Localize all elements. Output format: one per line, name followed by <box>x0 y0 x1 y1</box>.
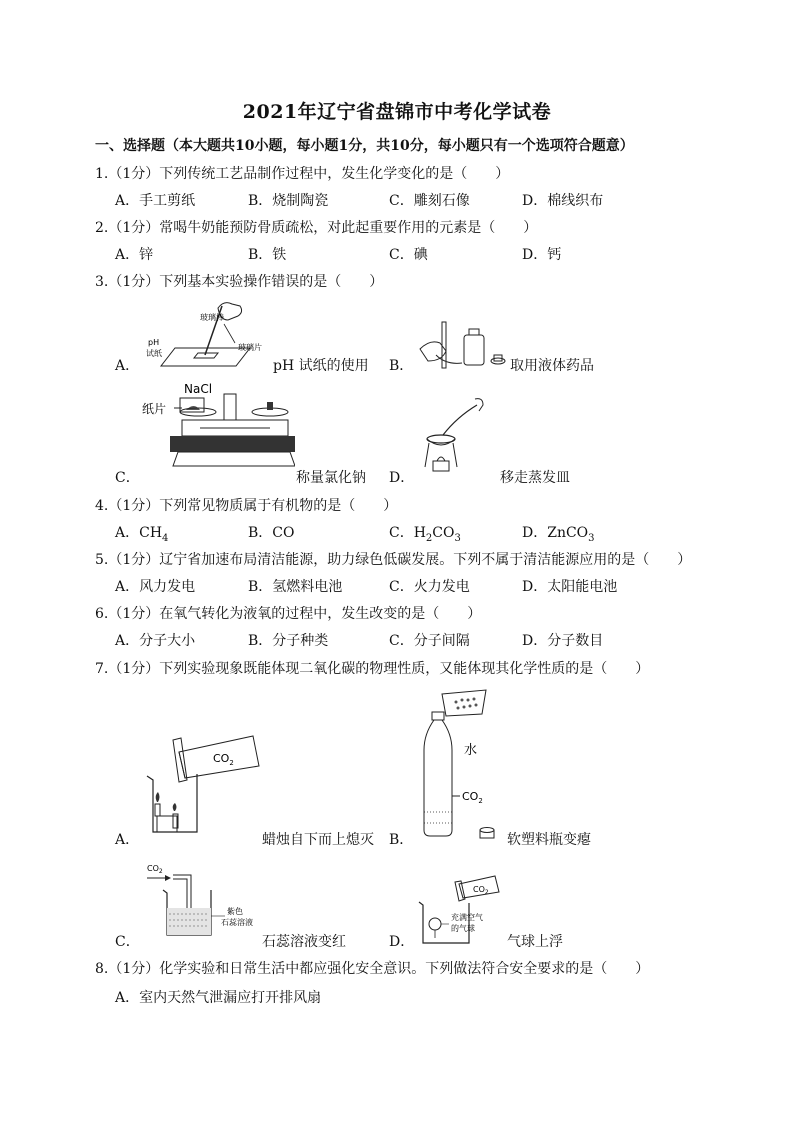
section-heading: 一、选择题（本大题共10小题，每小题1分，共10分，每小题只有一个选项符合题意） <box>95 138 634 154</box>
purple-label: 紫色 <box>227 907 243 916</box>
question-3: 3.（1分）下列基本实验操作错误的是（ ） <box>95 274 384 290</box>
q4-a-text: A．CH <box>115 525 163 541</box>
q7-c-caption: 石蕊溶液变红 <box>262 934 346 950</box>
q5-option-b[interactable]: B．氢燃料电池 <box>248 579 343 595</box>
q5-option-c[interactable]: C．火力发电 <box>389 579 470 595</box>
q3-option-c[interactable]: C． <box>115 470 140 486</box>
co2-label-d: $CO_2$ <box>473 885 489 896</box>
question-6: 6.（1分）在氧气转化为液氧的过程中，发生改变的是（ ） <box>95 606 482 622</box>
q7-option-a[interactable]: A． <box>115 832 140 848</box>
liquid-reagent-figure <box>412 317 508 373</box>
question-2: 2.（1分）常喝牛奶能预防骨质疏松，对此起重要作用的元素是（ ） <box>95 220 538 236</box>
q3-option-d[interactable]: D． <box>389 470 415 486</box>
glass-rod-label: 玻璃棒 <box>200 313 224 322</box>
glass-slide-label: 玻璃片 <box>238 343 262 352</box>
question-8: 8.（1分）化学实验和日常生活中都应强化安全意识。下列做法符合安全要求的是（ ） <box>95 961 650 977</box>
water-label: 水 <box>464 743 478 758</box>
q7-option-b[interactable]: B． <box>389 832 414 848</box>
q6-option-d[interactable]: D．分子数目 <box>522 633 604 649</box>
q1-option-d[interactable]: D．棉线织布 <box>522 193 604 209</box>
q7-option-d[interactable]: D． <box>389 934 415 950</box>
q3-option-a[interactable]: A． <box>115 358 140 374</box>
q7-a-caption: 蜡烛自下而上熄灭 <box>262 832 374 848</box>
q4-c-sub2: 3 <box>454 532 461 544</box>
question-1: 1.（1分）下列传统工艺品制作过程中，发生化学变化的是（ ） <box>95 166 510 182</box>
ph-paper-figure <box>140 298 270 376</box>
q7-option-c[interactable]: C． <box>115 934 140 950</box>
q1-option-b[interactable]: B．烧制陶瓷 <box>248 193 329 209</box>
q1-option-a[interactable]: A．手工剪纸 <box>115 193 196 209</box>
q3-option-b[interactable]: B． <box>389 358 414 374</box>
q2-option-b[interactable]: B．铁 <box>248 247 287 263</box>
ph-label: pH <box>148 338 160 347</box>
q4-option-d[interactable] <box>522 522 595 544</box>
paper-label: 纸片 <box>142 402 167 416</box>
q4-c-mid: CO <box>432 525 455 541</box>
q2-option-d[interactable]: D．钙 <box>522 247 562 263</box>
q4-c-sub1: 2 <box>425 532 433 544</box>
evaporating-dish-figure <box>415 395 495 479</box>
q3-b-caption: 取用液体药品 <box>510 358 594 374</box>
q4-option-b[interactable]: B．CO <box>248 525 295 541</box>
question-5: 5.（1分）辽宁省加速布局清洁能源，助力绿色低碳发展。下列不属于清洁能源应用的是（ ） <box>95 552 692 568</box>
balloon-label: 的气球 <box>451 924 475 933</box>
q5-option-a[interactable]: A．风力发电 <box>115 579 196 595</box>
q6-option-b[interactable]: B．分子种类 <box>248 633 329 649</box>
page-title: 2021年辽宁省盘锦市中考化学试卷 <box>242 101 552 123</box>
full-of-air-label: 充满空气 <box>451 913 483 922</box>
q3-c-caption: 称量氯化钠 <box>296 470 366 486</box>
balance-figure <box>140 380 295 476</box>
q4-option-c[interactable] <box>389 522 461 544</box>
nacl-label: NaCl <box>184 382 213 396</box>
q7-b-caption: 软塑料瓶变瘪 <box>507 832 591 848</box>
co2-label-b: $CO_2$ <box>462 790 483 805</box>
q4-d-text: D．ZnCO <box>522 525 589 541</box>
q5-option-d[interactable]: D．太阳能电池 <box>522 579 618 595</box>
q3-a-caption: pH 试纸的使用 <box>273 358 369 374</box>
q6-option-c[interactable]: C．分子间隔 <box>389 633 470 649</box>
q4-d-sub: 3 <box>588 532 595 544</box>
q2-option-a[interactable]: A．锌 <box>115 247 154 263</box>
q4-c-text: C．H <box>389 525 426 541</box>
candle-beaker-figure <box>143 722 265 838</box>
q2-option-c[interactable]: C．碘 <box>389 247 428 263</box>
q4-a-sub: 4 <box>162 532 169 544</box>
co2-label-c: $CO_2$ <box>147 864 163 875</box>
litmus-beaker-figure <box>143 858 263 940</box>
co2-label-a: $CO_2$ <box>213 752 234 767</box>
q8-option-a[interactable]: A．室内天然气泄漏应打开排风扇 <box>115 990 322 1006</box>
q6-option-a[interactable]: A．分子大小 <box>115 633 196 649</box>
question-7: 7.（1分）下列实验现象既能体现二氧化碳的物理性质，又能体现其化学性质的是（ ） <box>95 661 650 677</box>
question-4: 4.（1分）下列常见物质属于有机物的是（ ） <box>95 498 398 514</box>
q7-d-caption: 气球上浮 <box>507 934 563 950</box>
q1-option-c[interactable]: C．雕刻石像 <box>389 193 470 209</box>
plastic-bottle-figure <box>412 688 508 844</box>
balloon-beaker-figure <box>415 872 505 946</box>
q3-d-caption: 移走蒸发皿 <box>500 470 570 486</box>
q4-option-a[interactable] <box>115 522 168 544</box>
test-paper-label: 试纸 <box>146 349 162 358</box>
litmus-solution-label: 石蕊溶液 <box>221 918 253 927</box>
